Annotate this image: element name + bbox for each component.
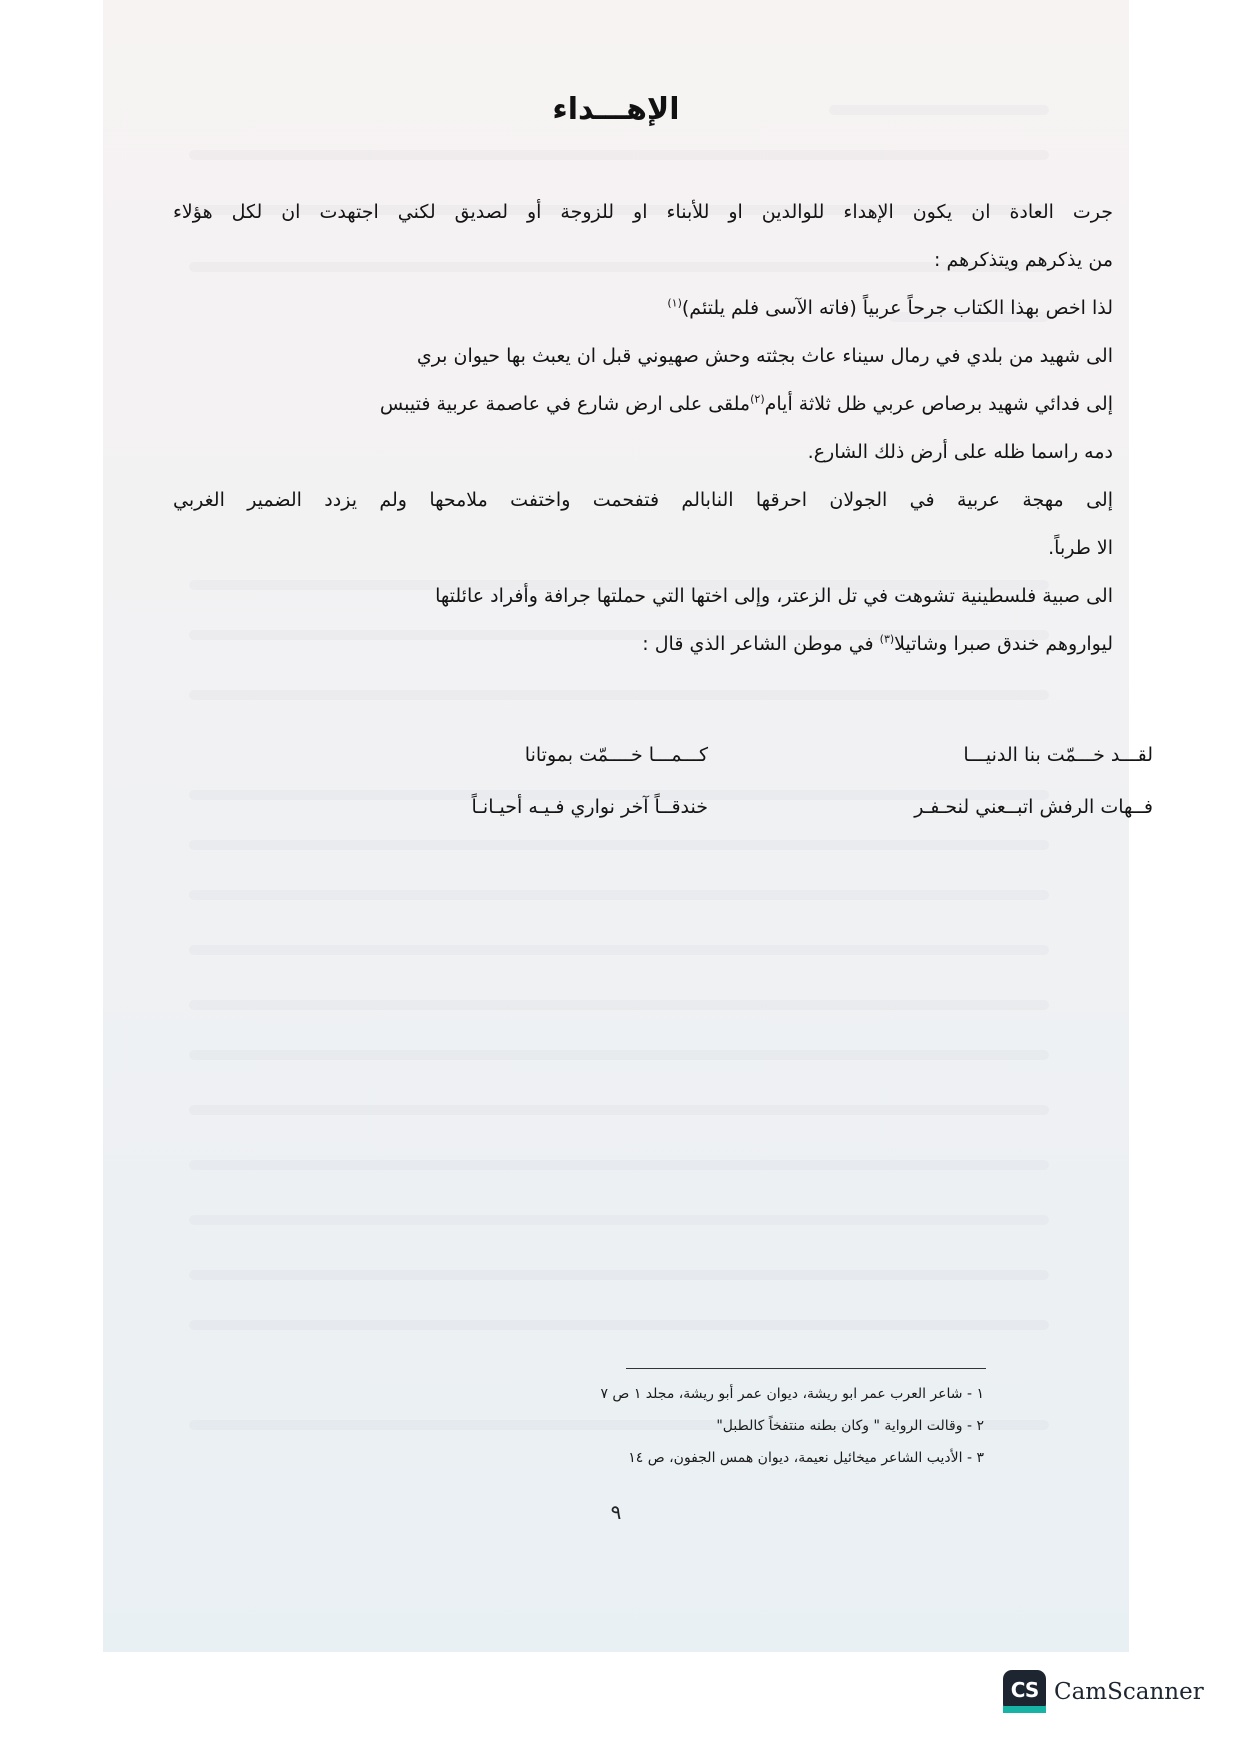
footnote: ٢ - وقالت الرواية " وكان بطنه منتفخاً كالطبل" [716,1418,984,1434]
text-line [173,296,1113,344]
page-number: ٩ [610,1500,622,1524]
text-line: الى شهيد من بلدي في رمال سيناء عاث بجثته وحش صهيوني قبل ان يعبث بها حيوان بري [416,345,1113,367]
text-run: في موطن الشاعر الذي قال : [642,633,880,655]
camscanner-watermark [1003,1670,1204,1713]
verse-second-hemistich: كـــمـــا خــــمّت بموتانا [524,744,708,766]
text-run: ملقى على ارض شارع في عاصمة عربية فتيبس [379,393,751,415]
verse [333,794,1153,846]
footnote-divider [626,1368,986,1369]
paragraph-fedayee [173,392,1113,488]
camscanner-logo-icon [1003,1670,1046,1713]
text-line: الى صبية فلسطينية تشوهت في تل الزعتر، وإلى اختها التي حملتها جرافة وأفراد عائلتها [435,585,1113,607]
logo-accent-bar [1003,1706,1046,1713]
text-run: ليواروهم خندق صبرا وشاتيلا [894,633,1113,655]
paragraph-golan [173,488,1113,584]
verse [333,742,1153,794]
verse-second-hemistich: خندقــاً آخر نواري فـيـه أحيـانـاً [471,796,708,818]
paragraph-palestine [173,584,1113,680]
text-run: لذا اخص بهذا الكتاب جرحاً عربياً (فاته الآسى فلم يلتئم) [681,297,1113,319]
verse-first-hemistich: لقـــد خـــمّت بنا الدنيـــا [963,744,1153,766]
text-line [173,392,1113,440]
camscanner-brand-name: CamScanner [1054,1678,1204,1705]
footnotes [284,1384,984,1480]
paragraph-intro [173,200,1113,296]
text-line: من يذكرهم ويتذكرهم : [934,249,1113,271]
verse-first-hemistich: فــهات الرفش اتبــعني لنحـفـر [914,796,1153,818]
paragraph-sinai [173,344,1113,392]
paragraph-purpose [173,296,1113,344]
poem-verses [333,742,1153,846]
page-title: الإهـــداء [552,92,680,127]
text-line: دمه راسما ظله على أرض ذلك الشارع. [807,441,1113,463]
footnote-ref: (٣) [879,632,895,646]
document-page [103,0,1153,1652]
footnote: ٣ - الأديب الشاعر ميخائيل نعيمة، ديوان همس الجفون، ص ١٤ [628,1450,984,1466]
footnote-ref: (٢) [750,392,765,406]
text-line: الا طرباً. [1048,537,1113,559]
footnote-ref: (١) [667,296,682,310]
text-line [173,632,1113,680]
logo-text: CS [1010,1677,1039,1702]
dedication-body [173,200,1113,680]
text-line: إلى مهجة عربية في الجولان احرقها النابالم فتفحمت واختفت ملامحها ولم يزدد الضمير الغربي [173,489,1113,511]
footnote: ١ - شاعر العرب عمر ابو ريشة، ديوان عمر أبو ريشة، مجلد ١ ص ٧ [600,1386,984,1402]
text-line: جرت العادة ان يكون الإهداء للوالدين او للأبناء او للزوجة أو لصديق لكني اجتهدت ان لكل هؤلاء [173,201,1113,223]
text-run: إلى فدائي شهيد برصاص عربي ظل ثلاثة أيام [764,393,1113,415]
